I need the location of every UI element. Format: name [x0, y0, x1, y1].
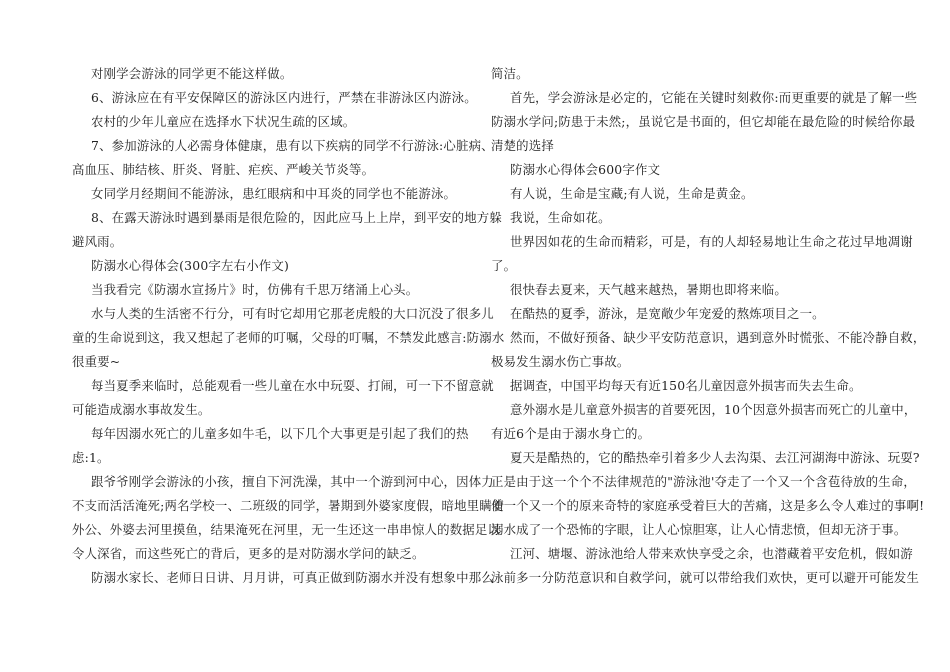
text-line: 然而，不做好预备、缺少平安防范意识，遇到意外时慌张、不能冷静自救， — [510, 330, 926, 345]
text-line: 可能造成溺水事故发生。 — [72, 402, 211, 417]
text-line: 女同学月经期间不能游泳，患红眼病和中耳炎的同学也不能游泳。 — [91, 186, 457, 201]
right-text-column — [491, 62, 926, 590]
text-line: 首先，学会游泳是必定的，它能在关键时刻救你:而更重要的就是了解一些 — [510, 90, 918, 105]
text-line: 据调查，中国平均每天有近150名儿童因意外损害而失去生命。 — [510, 378, 862, 393]
text-line: 我说，生命如花。 — [510, 210, 611, 225]
text-line: 外公、外婆去河里摸鱼，结果淹死在河里，无一生还这一串串惊人的数据足以 — [72, 522, 501, 537]
text-line: 很重要~ — [72, 354, 121, 369]
text-line: 极易发生溺水伤亡事故。 — [491, 354, 630, 369]
text-line: 对刚学会游泳的同学更不能这样做。 — [91, 66, 293, 81]
text-line: 跟爷爷刚学会游泳的小孩，擅自下河洗澡，其中一个游到河中心，因体力 — [91, 474, 494, 489]
text-line: 每年因溺水死亡的儿童多如牛毛，以下几个大事更是引起了我们的热 — [91, 426, 469, 441]
text-line: 有人说，生命是宝藏;有人说，生命是黄金。 — [510, 186, 754, 201]
text-line: 每当夏季来临时，总能观看一些儿童在水中玩耍、打闹，可一下不留意就 — [91, 378, 494, 393]
text-line: 7、参加游泳的人必需身体健康，患有以下疾病的同学不行游泳:心脏病、 — [91, 138, 494, 153]
text-line: 泳前多一分防范意识和自救学问，就可以带给我们欢快，更可以避开可能发生 — [491, 570, 920, 585]
text-line: 8、在露天游泳时遇到暴雨是很危险的，因此应马上上岸，到平安的地方躲 — [91, 210, 502, 225]
text-line: 防溺水家长、老师日日讲、月月讲，可真正做到防溺水并没有想象中那么 — [91, 570, 494, 585]
text-line: 农村的少年儿童应在选择水下状况生疏的区域。 — [91, 114, 356, 129]
text-line: 夏天是酷热的，它的酷热牵引着多少人去沟渠、去江河湖海中游泳、玩耍? — [510, 450, 920, 465]
text-line: 很快春去夏来，天气越来越热，暑期也即将来临。 — [510, 282, 787, 297]
text-line: 水与人类的生活密不行分，可有时它却用它那老虎般的大口沉没了很多儿 — [91, 306, 494, 321]
text-line: 童的生命说到这，我又想起了老师的叮嘱，父母的叮嘱，不禁发此感言:防溺水 — [72, 330, 505, 345]
text-line: 使一个又一个的原来奇特的家庭承受着巨大的苦痛，这是多么令人难过的事啊! — [491, 498, 925, 513]
text-line: 简洁。 — [491, 66, 529, 81]
text-line: 避风雨。 — [72, 234, 123, 249]
text-line: 正是由于这一个个不法律规范的"游泳池'夺走了一个又一个含苞待放的生命， — [491, 474, 916, 489]
text-line: 防溺水心得体会600字作文 — [510, 162, 661, 177]
text-line: 防溺水学问;防患于未然;，虽说它是书面的，但它却能在最危险的时候给你最 — [491, 114, 916, 129]
text-line: 意外溺水是儿童意外损害的首要死因，10个因意外损害而死亡的儿童中， — [510, 402, 917, 417]
text-line: 江河、塘堰、游泳池给人带来欢快享受之余，也潜藏着平安危机，假如游 — [510, 546, 913, 561]
text-line: 溺水成了一个恐怖的字眼，让人心惊胆寒，让人心情悲愤，但却无济于事。 — [491, 522, 907, 537]
text-line: 虑:1。 — [72, 450, 110, 465]
text-line: 当我看完《防溺水宣扬片》时，仿佛有千思万绪涌上心头。 — [91, 282, 419, 297]
text-line: 防溺水心得体会(300字左右小作文) — [91, 258, 289, 273]
text-line: 在酷热的夏季，游泳，是宽敞少年宠爱的熬炼项目之一。 — [510, 306, 825, 321]
text-line: 世界因如花的生命而精彩，可是，有的人却轻易地让生命之花过早地凋谢 — [510, 234, 913, 249]
text-line: 了。 — [491, 258, 517, 273]
text-line: 清楚的选择 — [491, 138, 554, 153]
text-line: 令人深省，而这些死亡的背后，更多的是对防溺水学问的缺乏。 — [72, 546, 425, 561]
text-line: 有近6个是由于溺水身亡的。 — [491, 426, 651, 441]
left-text-column — [72, 62, 505, 590]
text-line: 不支而活活淹死;两名学校一、二班级的同学，暑期到外婆家度假，暗地里瞒着 — [72, 498, 505, 513]
text-line: 高血压、肺结核、肝炎、肾脏、疟疾、严峻关节炎等。 — [72, 162, 375, 177]
text-line: 6、游泳应在有平安保障区的游泳区内进行，严禁在非游泳区内游泳。 — [91, 90, 477, 105]
